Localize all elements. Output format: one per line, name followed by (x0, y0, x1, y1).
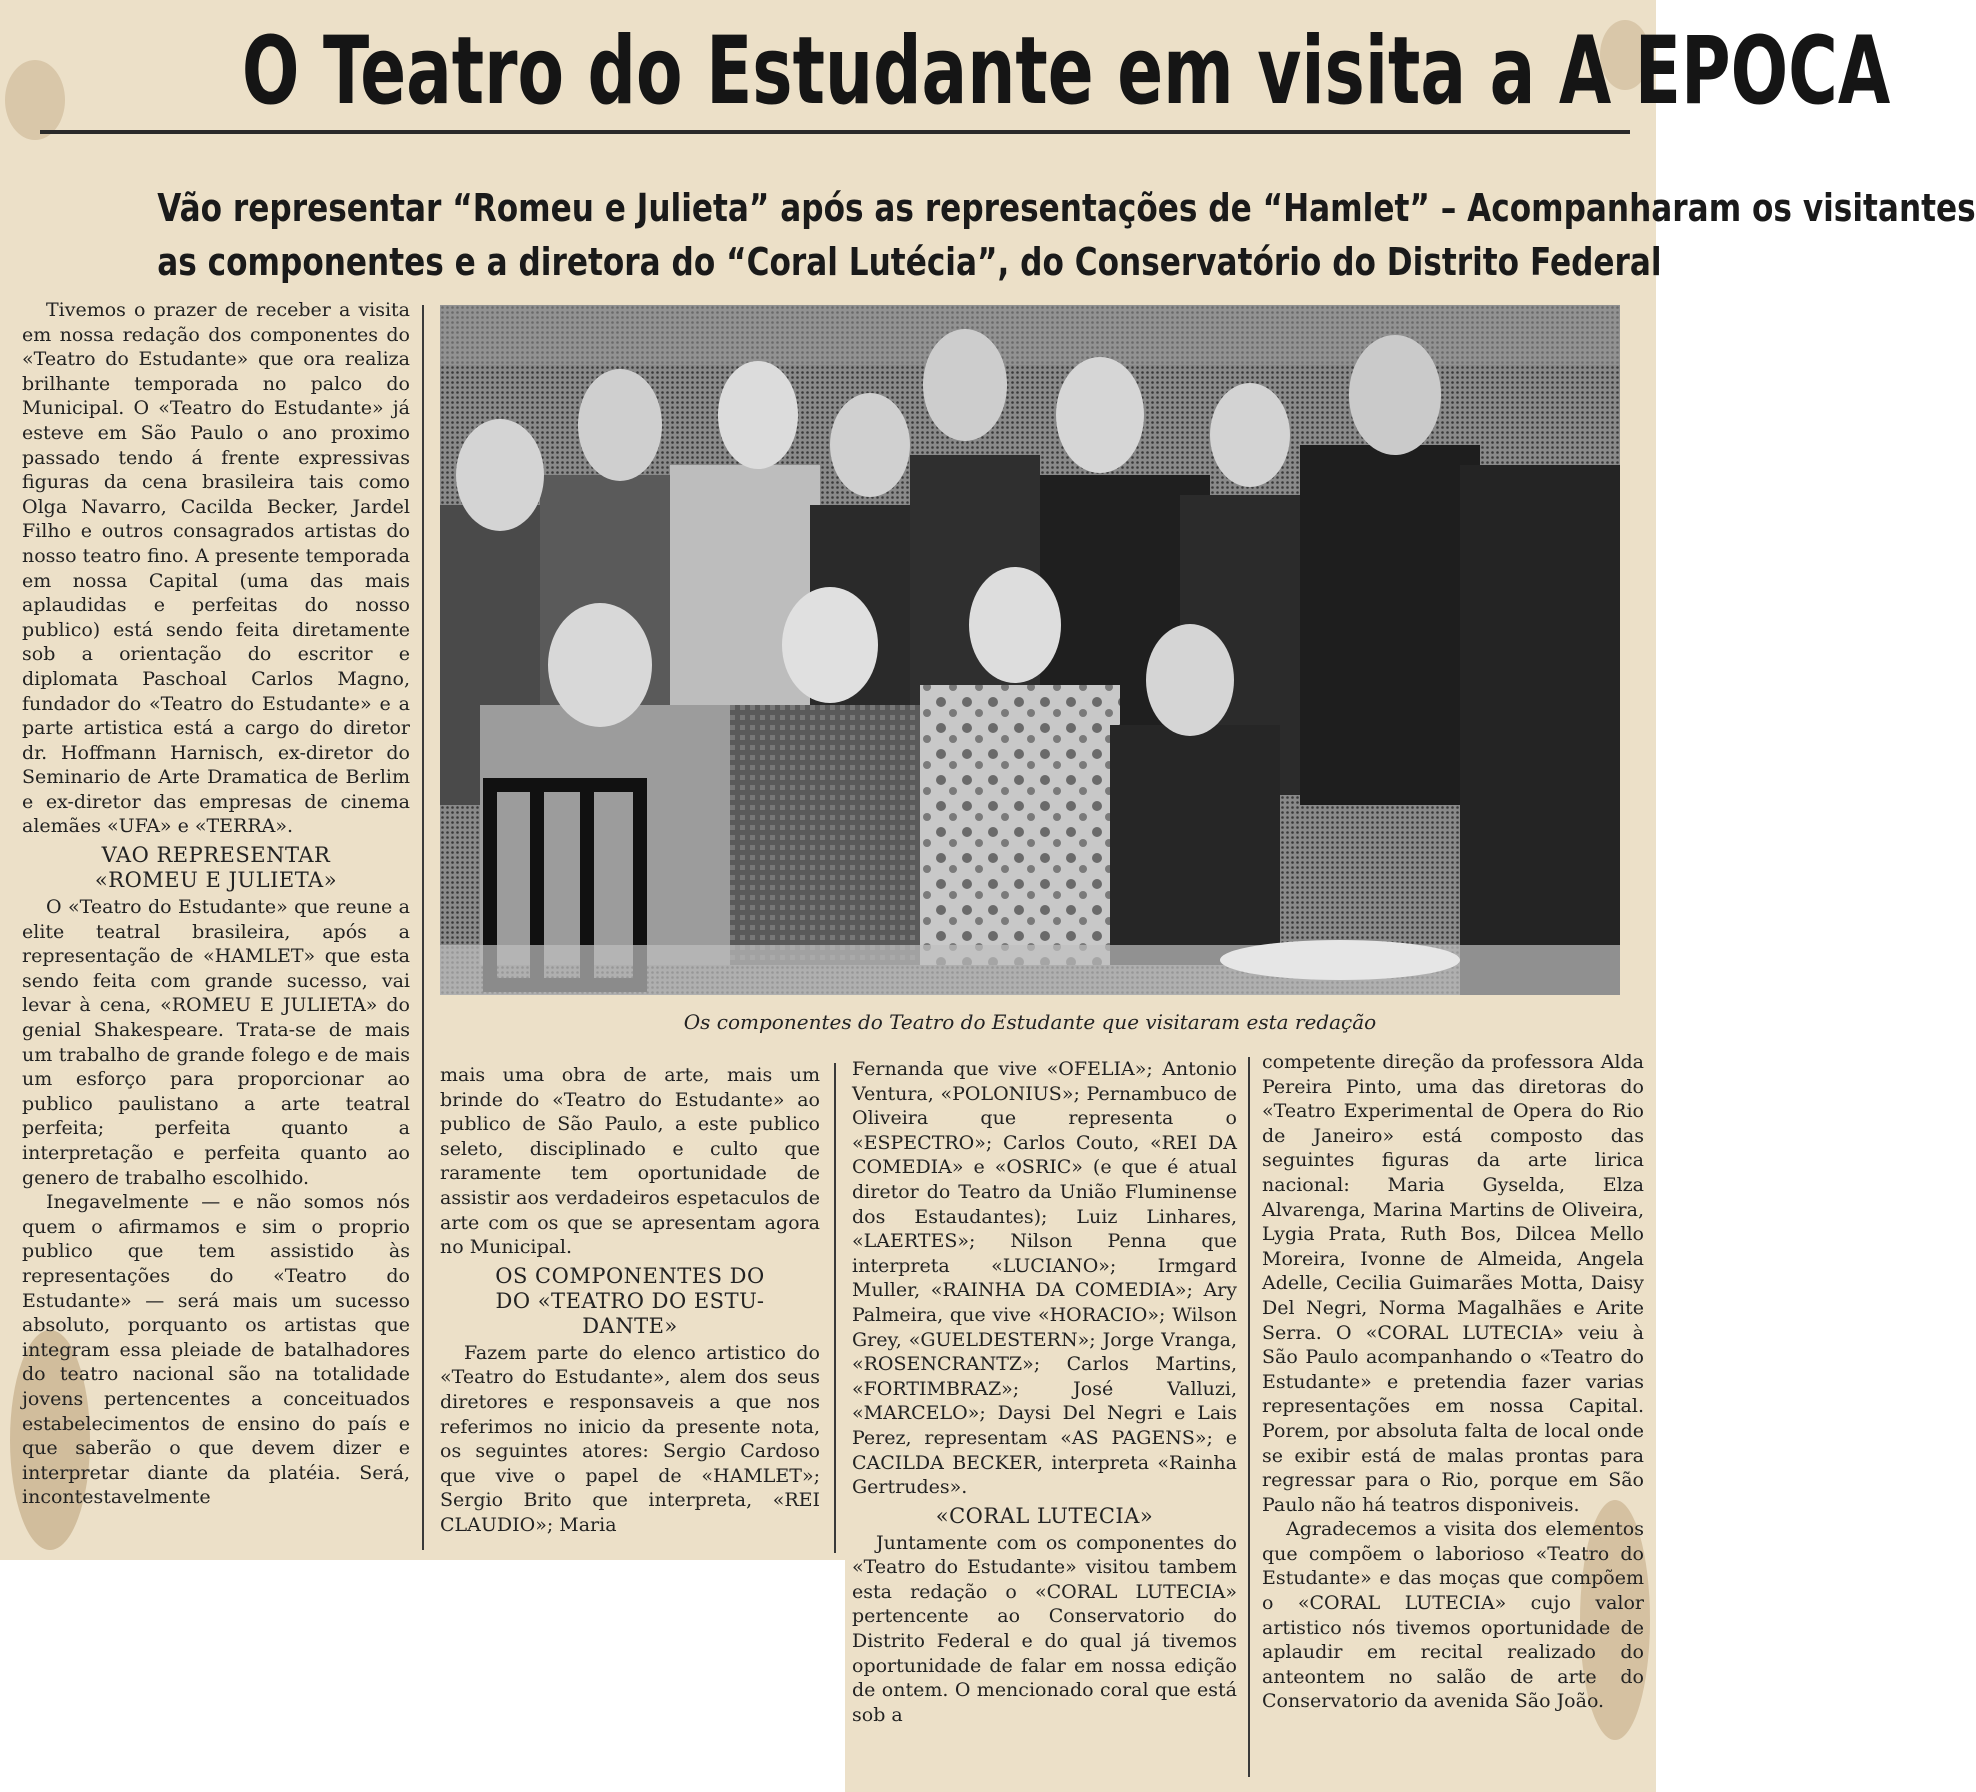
column-1-heading (22, 843, 410, 893)
column-4 (1262, 1050, 1644, 1714)
headline: O Teatro do Estudante em visita a A EPOCA (241, 17, 1891, 126)
column-divider-2 (834, 1063, 836, 1553)
column-divider-1 (422, 305, 424, 1550)
column-2-paragraph-1: mais uma obra de arte, mais um brinde do «Teatro do Estudante» ao publico de São Paulo, a este publico seleto, disciplinado e culto que raramente tem oportunidade de assistir aos verdadeiros espetaculos de arte com os que se apresentam agora no Municipal. (440, 1064, 820, 1259)
column-3-heading: «CORAL LUTECIA» (935, 1503, 1154, 1528)
headline-rule (40, 130, 1630, 134)
column-1-heading-line-1: VAO REPRESENTAR (101, 843, 331, 868)
group-photograph (440, 305, 1620, 995)
column-3-paragraph-1: Fernanda que vive «OFELIA»; Antonio Ventura, «POLONIUS»; Pernambuco de Oliveira que representa o «ESPECTRO»; Carlos Couto, «REI DA COMEDIA» e «OSRIC» (e que é atual diretor do Teatro da União Fluminense dos Estaudantes); Luiz Linhares, «LAERTES»; Nilson Penna que interpreta «LUCIANO»; Irmgard Muller, «RAINHA DA COMEDIA»; Ary Palmeira, que vive «HORACIO»; Wilson Grey, «GUELDESTERN»; Jorge Vranga, «ROSENCRANTZ»; Carlos Martins, «FORTIMBRAZ»; José Valluzi, «MARCELO»; Daysi Del Negri e Lais Perez, representam «AS PAGENS»; e CACILDA BECKER, interpreta «Rainha Gertrudes». (852, 1058, 1237, 1499)
column-2-heading-line-3: DANTE» (582, 1313, 678, 1338)
column-2-heading-line-2: DO «TEATRO DO ESTU- (495, 1288, 765, 1313)
photo-caption: Os componentes do Teatro do Estudante que visitaram esta redação (683, 1010, 1377, 1034)
subheadline-line-2: as componentes e a diretora do “Coral Lutécia”, do Conservatório do Distrito Federal (157, 240, 1662, 284)
group-photo-image (440, 305, 1620, 995)
column-3 (852, 1057, 1237, 1727)
column-2-paragraph-2: Fazem parte do elenco artistico do «Teatro do Estudante», alem dos seus diretores e responsaveis a que nos referimos no inicio da presente nota, os seguintes atores: Sergio Cardoso que vive o papel de «HAMLET»; Sergio Brito que interpreta, «REI CLAUDIO»; Maria (440, 1341, 820, 1536)
column-1-paragraph-1: Tivemos o prazer de receber a visita em nossa redação dos componentes do «Teatro do Estudante» que ora realiza brilhante temporada no palco do Municipal. O «Teatro do Estudante» já esteve em São Paulo o ano proximo passado tendo á frente expressivas figuras da cena brasileira tais como Olga Navarro, Cacilda Becker, Jardel Filho e outros consagrados artistas do nosso teatro fino. A presente temporada em nossa Capital (uma das mais aplaudidas e perfeitas do nosso publico) está sendo feita diretamente sob a orientação do escritor e diplomata Paschoal Carlos Magno, fundador do «Teatro do Estudante» e a parte artistica está a cargo do diretor dr. Hoffmann Harnisch, ex-diretor do Seminario de Arte Dramatica de Berlim e ex-diretor das empresas de cinema alemães «UFA» e «TERRA». (22, 299, 410, 838)
column-2-heading (440, 1264, 820, 1339)
subheadline-line-1: Vão representar “Romeu e Julieta” após as representações de “Hamlet” – Acompanharam os visitantes (157, 186, 1976, 230)
column-2 (440, 1063, 820, 1538)
column-1-paragraph-2: O «Teatro do Estudante» que reune a elite teatral brasileira, após a representação de «HAMLET» que esta sendo feita com grande sucesso, vai levar à cena, «ROMEU E JULIETA» do genial Shakespeare. Trata-se de mais um trabalho de grande folego e de mais um esforço para proporcionar ao publico paulistano a arte teatral perfeita; perfeita quanto a interpretação e perfeita quanto ao genero de trabalho escolhido. (22, 896, 410, 1189)
column-1 (22, 298, 410, 1510)
column-2-heading-line-1: OS COMPONENTES DO (495, 1263, 765, 1288)
column-4-paragraph-2: Agradecemos a visita dos elementos que compõem o laborioso «Teatro do Estudante» e das moças que compõem o «CORAL LUTECIA» cujo valor artistico nós tivemos oportunidade de aplaudir em recital realizado do anteontem no salão de arte do Conservatorio da avenida São João. (1262, 1518, 1644, 1713)
column-1-paragraph-3: Inegavelmente — e não somos nós quem o afirmamos e sim o proprio publico que tem assistido às representações do «Teatro do Estudante» — será mais um sucesso absoluto, porquanto os artistas que integram essa pleiade de batalhadores do teatro nacional são na totalidade jovens pertencentes a conceituados estabelecimentos de ensino do país e que saberão o que devem dizer e interpretar diante da platéia. Será, incontestavelmente (22, 1191, 410, 1509)
column-1-heading-line-2: «ROMEU E JULIETA» (94, 868, 338, 893)
column-3-paragraph-2: Juntamente com os componentes do «Teatro do Estudante» visitou tambem esta redação o «CORAL LUTECIA» pertencente ao Conservatorio do Distrito Federal e do qual já tivemos oportunidade de falar em nossa edição de ontem. O mencionado coral que está sob a (852, 1531, 1237, 1726)
column-4-paragraph-1: competente direção da professora Alda Pereira Pinto, uma das diretoras do «Teatro Experimental de Opera do Rio de Janeiro» está composto das seguintes figuras da arte lirica nacional: Maria Gyselda, Elza Alvarenga, Marina Martins de Oliveira, Lygia Prata, Ruth Bos, Dilcea Mello Moreira, Ivonne de Almeida, Angela Adelle, Cecilia Guimarães Motta, Daisy Del Negri, Norma Magalhães e Arite Serra. O «CORAL LUTECIA» veiu à São Paulo acompanhando o «Teatro do Estudante» e pretendia fazer varias representações em nossa Capital. Porem, por absoluta falta de local onde se exibir está de malas prontas para regressar para o Rio, porque em São Paulo não há teatros disponiveis. (1262, 1051, 1644, 1516)
column-divider-3 (1248, 1057, 1250, 1777)
